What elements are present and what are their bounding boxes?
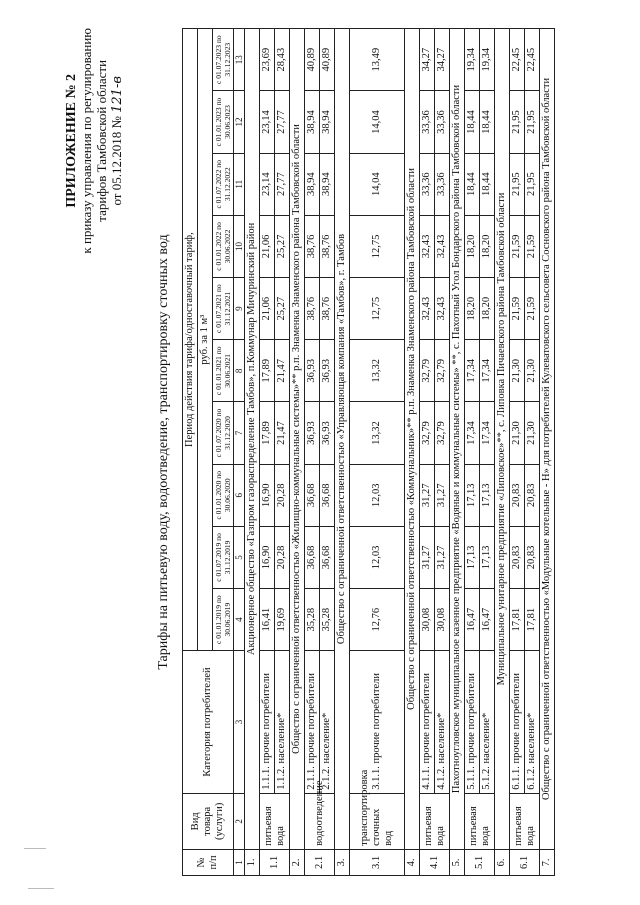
tariff-value: 36,93: [305, 402, 320, 464]
tariff-value: 27,77: [275, 91, 290, 153]
tariff-value: 28,43: [275, 29, 290, 91]
table-body: [245, 29, 555, 876]
tariff-value: 17,34: [480, 402, 495, 464]
column-index: 5: [234, 526, 245, 588]
tariff-value: 36,93: [320, 340, 335, 402]
tariff-value: 17,34: [465, 340, 480, 402]
tariff-value: 33,36: [435, 91, 450, 153]
tariff-value: 21,06: [260, 215, 275, 277]
tariff-value: 18,44: [465, 153, 480, 215]
consumer-category: 2.1.2. население*: [320, 651, 335, 793]
tariff-value: 20,28: [275, 526, 290, 588]
tariff-value: 36,68: [305, 526, 320, 588]
row-number: 3.1: [350, 849, 405, 875]
tariff-value: 40,89: [305, 29, 320, 91]
tariff-value: 38,94: [320, 153, 335, 215]
tariff-value: 21,95: [510, 91, 525, 153]
tariff-value: 36,93: [305, 340, 320, 402]
tariff-row: [525, 29, 540, 876]
tariff-value: 38,76: [320, 215, 335, 277]
section-organization: Общество с ограниченной ответственностью «Жилищно-коммунальные системы»** р.п. Знаменка Знаменского района Тамбовской области: [290, 29, 305, 850]
tariff-value: 31,27: [435, 464, 450, 526]
column-index: 6: [234, 464, 245, 526]
head-product: Вид товара (услуги): [183, 793, 234, 849]
column-index: 7: [234, 402, 245, 464]
tariff-value: 20,83: [510, 526, 525, 588]
tariff-value: 27,77: [275, 153, 290, 215]
document-title: Тарифы на питьевую воду, водоотведение, транспортировку сточных вод: [156, 234, 171, 670]
tariff-value: 23,14: [260, 91, 275, 153]
period-header: с 01.01.2020 по 30.06.2020: [213, 464, 234, 526]
tariff-value: 17,89: [260, 340, 275, 402]
tariff-value: 20,83: [525, 464, 540, 526]
tariff-value: 13,49: [350, 29, 405, 91]
column-index: 13: [234, 29, 245, 91]
tariff-value: 21,30: [525, 402, 540, 464]
tariff-value: 38,94: [305, 91, 320, 153]
tariff-value: 38,94: [320, 91, 335, 153]
scan-mark-top: [24, 848, 46, 849]
tariff-value: 18,20: [465, 215, 480, 277]
product-type: водоотведение: [305, 793, 335, 849]
column-index: 8: [234, 340, 245, 402]
column-index: 4: [234, 589, 245, 651]
tariff-value: 21,59: [525, 215, 540, 277]
section-organization: Общество с ограниченной ответственностью «Управляющая компания «Тамбов», г. Тамбов: [335, 29, 350, 850]
tariff-value: 18,20: [465, 278, 480, 340]
appendix-line-2: тарифов Тамбовской области: [94, 59, 109, 222]
section-organization: Общество с ограниченной ответственностью «Модульные котельные - Н» для потребителей Кулеватовского сельсовета Сосновского района Тамбовской области: [540, 29, 555, 850]
tariff-value: 38,94: [305, 153, 320, 215]
tariff-row: [320, 29, 335, 876]
column-index: 2: [234, 793, 245, 849]
tariff-value: 21,30: [525, 340, 540, 402]
scan-mark-bottom: [28, 888, 54, 889]
tariff-value: 16,41: [260, 589, 275, 651]
tariff-value: 16,47: [480, 589, 495, 651]
tariff-value: 23,14: [260, 153, 275, 215]
tariff-row: [420, 29, 435, 876]
tariff-value: 21,95: [525, 153, 540, 215]
tariff-row: [260, 29, 275, 876]
tariff-value: 30,08: [435, 589, 450, 651]
tariff-value: 33,36: [420, 153, 435, 215]
product-type: транспортировка сточных вод: [350, 793, 405, 849]
head-category: Категория потребителей: [183, 651, 234, 793]
tariff-value: 21,59: [510, 215, 525, 277]
tariff-value: 21,06: [260, 278, 275, 340]
tariff-value: 32,79: [435, 340, 450, 402]
section-number: 7.: [540, 849, 555, 875]
tariff-value: 18,20: [480, 278, 495, 340]
tariff-value: 12,03: [350, 464, 405, 526]
column-index: 10: [234, 215, 245, 277]
tariff-value: 36,68: [305, 464, 320, 526]
section-row: [245, 29, 260, 876]
period-header: с 01.01.2019 по 30.06.2019: [213, 589, 234, 651]
consumer-category: 4.1.1. прочие потребители: [420, 651, 435, 793]
row-number: 2.1: [305, 849, 335, 875]
column-index: 11: [234, 153, 245, 215]
tariff-value: 13,32: [350, 402, 405, 464]
consumer-category: 6.1.2. население*: [525, 651, 540, 793]
head-unit: руб. за 1 м³: [198, 29, 213, 651]
tariff-value: 17,13: [465, 464, 480, 526]
appendix-title: ПРИЛОЖЕНИЕ № 2: [64, 73, 79, 208]
tariff-value: 35,28: [305, 589, 320, 651]
section-row: [335, 29, 350, 876]
period-header: с 01.07.2023 по 31.12.2023: [213, 29, 234, 91]
tariff-value: 20,28: [275, 464, 290, 526]
tariff-value: 21,95: [525, 91, 540, 153]
appendix-header: [64, 28, 125, 254]
period-header: с 01.07.2020 по 31.12.2020: [213, 402, 234, 464]
tariff-row: [510, 29, 525, 876]
tariff-value: 21,47: [275, 340, 290, 402]
row-number: 1.1: [260, 849, 290, 875]
section-row: [290, 29, 305, 876]
tariff-row: [305, 29, 320, 876]
tariff-value: 25,27: [275, 215, 290, 277]
row-number: 6.1: [510, 849, 540, 875]
tariff-row: [275, 29, 290, 876]
consumer-category: 1.1.2. население*: [275, 651, 290, 793]
tariff-row: [350, 29, 405, 876]
tariff-value: 12,75: [350, 215, 405, 277]
tariff-value: 19,34: [465, 29, 480, 91]
tariff-value: 34,27: [435, 29, 450, 91]
tariff-value: 12,76: [350, 589, 405, 651]
section-row: [495, 29, 510, 876]
tariff-value: 38,76: [320, 278, 335, 340]
tariff-value: 25,27: [275, 278, 290, 340]
period-header: с 01.01.2022 по 30.06.2022: [213, 215, 234, 277]
tariff-value: 16,90: [260, 464, 275, 526]
tariff-value: 21,47: [275, 402, 290, 464]
tariff-value: 31,27: [420, 464, 435, 526]
tariff-value: 16,47: [465, 589, 480, 651]
tariff-value: 35,28: [320, 589, 335, 651]
consumer-category: 4.1.2. население*: [435, 651, 450, 793]
product-type: питьевая вода: [465, 793, 495, 849]
tariff-value: 32,43: [420, 215, 435, 277]
appendix-line-3: [109, 28, 125, 254]
product-type: питьевая вода: [260, 793, 290, 849]
tariff-value: 21,30: [510, 402, 525, 464]
product-type: питьевая вода: [420, 793, 450, 849]
tariff-row: [465, 29, 480, 876]
product-type: питьевая вода: [510, 793, 540, 849]
tariff-value: 22,45: [510, 29, 525, 91]
tariff-value: 36,93: [320, 402, 335, 464]
tariff-value: 17,13: [480, 464, 495, 526]
tariff-row: [435, 29, 450, 876]
tariff-value: 20,83: [525, 526, 540, 588]
tariff-value: 18,44: [480, 91, 495, 153]
period-header: с 01.01.2023 по 30.06.2023: [213, 91, 234, 153]
rotated-page: [60, 22, 580, 882]
section-organization: Акционерное общество «Газпром газораспределение Тамбов», п.Коммунар Мичуринский район: [245, 29, 260, 850]
period-header: с 01.07.2022 по 31.12.2022: [213, 153, 234, 215]
tariff-value: 17,13: [480, 526, 495, 588]
tariff-value: 17,81: [510, 589, 525, 651]
column-index: 3: [234, 651, 245, 793]
tariff-table: [182, 28, 555, 876]
tariff-value: 18,44: [465, 91, 480, 153]
tariff-value: 12,75: [350, 278, 405, 340]
tariff-value: 22,45: [525, 29, 540, 91]
tariff-value: 36,68: [320, 464, 335, 526]
section-organization: Общество с ограниченной ответственностью «Коммунальник»** р.п. Знаменка Знаменского района Тамбовской области: [405, 29, 420, 850]
period-header: с 01.01.2021 по 30.06.2021: [213, 340, 234, 402]
tariff-value: 12,03: [350, 526, 405, 588]
table-head: [183, 29, 245, 876]
section-organization: Муниципальное унитарное предприятие «Липовское»**, с. Липовка Пичаевского района Тамбовской области: [495, 29, 510, 850]
section-number: 2.: [290, 849, 305, 875]
tariff-value: 21,30: [510, 340, 525, 402]
order-date: от 05.12.2018 №: [109, 116, 124, 206]
tariff-value: 14,04: [350, 91, 405, 153]
order-number: 121-в: [110, 76, 125, 113]
tariff-value: 32,79: [435, 402, 450, 464]
appendix-line-1: к приказу управления по регулированию: [79, 28, 94, 254]
section-number: 1.: [245, 849, 260, 875]
tariff-value: 32,79: [420, 402, 435, 464]
tariff-value: 32,43: [435, 215, 450, 277]
period-header: с 01.07.2021 по 31.12.2021: [213, 278, 234, 340]
tariff-value: 17,34: [465, 402, 480, 464]
tariff-value: 14,04: [350, 153, 405, 215]
consumer-category: 1.1.1. прочие потребители: [260, 651, 275, 793]
column-index: 1: [234, 849, 245, 875]
tariff-value: 17,13: [465, 526, 480, 588]
tariff-value: 36,68: [320, 526, 335, 588]
consumer-category: 6.1.1. прочие потребители: [510, 651, 525, 793]
tariff-value: 18,20: [480, 215, 495, 277]
tariff-value: 30,08: [420, 589, 435, 651]
tariff-value: 17,89: [260, 402, 275, 464]
section-number: 3.: [335, 849, 350, 875]
tariff-value: 19,69: [275, 589, 290, 651]
section-number: 6.: [495, 849, 510, 875]
tariff-value: 40,89: [320, 29, 335, 91]
consumer-category: 5.1.2. население*: [480, 651, 495, 793]
section-row: [450, 29, 465, 876]
tariff-value: 32,43: [420, 278, 435, 340]
row-number: 5.1: [465, 849, 495, 875]
tariff-value: 38,76: [305, 278, 320, 340]
tariff-value: 17,34: [480, 340, 495, 402]
head-period: Период действия тарифа/одноставочный тариф,: [183, 29, 198, 651]
head-num: № п/п: [183, 849, 234, 875]
tariff-value: 21,59: [525, 278, 540, 340]
section-number: 5.: [450, 849, 465, 875]
column-index: 12: [234, 91, 245, 153]
tariff-value: 34,27: [420, 29, 435, 91]
consumer-category: 5.1.1. прочие потребители: [465, 651, 480, 793]
tariff-value: 38,76: [305, 215, 320, 277]
tariff-value: 32,79: [420, 340, 435, 402]
consumer-category: 2.1.1. прочие потребители: [305, 651, 320, 793]
section-row: [540, 29, 555, 876]
consumer-category: 3.1.1. прочие потребители: [350, 651, 405, 793]
tariff-value: 31,27: [420, 526, 435, 588]
period-header: с 01.07.2019 по 31.12.2019: [213, 526, 234, 588]
row-number: 4.1: [420, 849, 450, 875]
tariff-value: 33,36: [420, 91, 435, 153]
tariff-value: 23,69: [260, 29, 275, 91]
tariff-value: 21,95: [510, 153, 525, 215]
tariff-row: [480, 29, 495, 876]
column-index: 9: [234, 278, 245, 340]
tariff-value: 13,32: [350, 340, 405, 402]
section-row: [405, 29, 420, 876]
section-organization: Пахотноугловское муниципальное казенное предприятие «Водяные и коммунальные системы» **, с. Пахотный Угол Бондарского района Тамбовской области: [450, 29, 465, 850]
tariff-value: 31,27: [435, 526, 450, 588]
tariff-value: 18,44: [480, 153, 495, 215]
tariff-value: 20,83: [510, 464, 525, 526]
tariff-value: 19,34: [480, 29, 495, 91]
tariff-value: 21,59: [510, 278, 525, 340]
tariff-value: 32,43: [435, 278, 450, 340]
tariff-value: 17,81: [525, 589, 540, 651]
tariff-value: 16,90: [260, 526, 275, 588]
tariff-value: 33,36: [435, 153, 450, 215]
section-number: 4.: [405, 849, 420, 875]
